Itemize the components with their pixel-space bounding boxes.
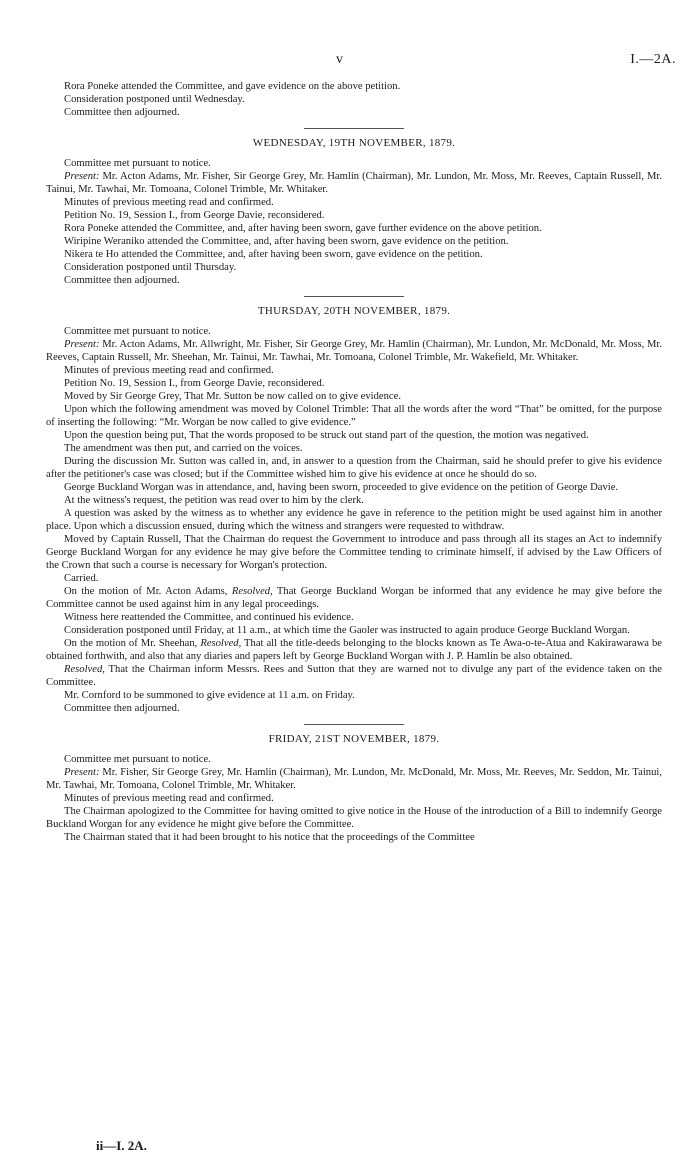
paragraph-text: That all the title-deeds belonging to the blocks known as Te Awa-o-te-Atua and Kakirawarawa be obtained forthwith, and also that any diaries and papers left by George Buckland Worgan with J. P. Hamlin be also obtained. [46, 638, 662, 662]
minutes-paragraph [46, 585, 662, 611]
document-body [46, 80, 662, 844]
paragraph-text: Petition No. 19, Session I., from George Davie, reconsidered. [64, 378, 325, 389]
minutes-paragraph [46, 274, 662, 287]
paragraph-text: Mr. Cornford to be summoned to give evidence at 11 a.m. on Friday. [64, 690, 355, 701]
paragraph-text: Committee then adjourned. [64, 107, 180, 118]
minutes-paragraph [46, 157, 662, 170]
minutes-paragraph [46, 442, 662, 455]
page-header [0, 52, 700, 72]
minutes-paragraph [46, 196, 662, 209]
paragraph-prefix: On the motion of Mr. Sheehan, [64, 638, 201, 649]
paragraph-text: The Chairman apologized to the Committee for having omitted to give notice in the House of the introduction of a Bill to indemnify George Buckland Worgan for any evidence he might give before the Committee. [46, 806, 662, 830]
minutes-paragraph [46, 403, 662, 429]
minutes-paragraph [46, 805, 662, 831]
minutes-paragraph [46, 429, 662, 442]
minutes-paragraph [46, 624, 662, 637]
minutes-paragraph [46, 80, 662, 93]
minutes-paragraph [46, 702, 662, 715]
minutes-paragraph [46, 235, 662, 248]
minutes-paragraph [46, 390, 662, 403]
paragraph-text: Carried. [64, 573, 99, 584]
document-reference: I.—2A. [630, 52, 676, 67]
section-divider [304, 296, 404, 297]
italic-lead: Present: [64, 171, 100, 182]
paragraph-text: Committee then adjourned. [64, 275, 180, 286]
paragraph-text: Committee met pursuant to notice. [64, 326, 211, 337]
paragraph-text: Mr. Fisher, Sir George Grey, Mr. Hamlin (Chairman), Mr. Lundon, Mr. McDonald, Mr. Moss, Mr. Reeves, Mr. Seddon, Mr. Tainui, Mr. Tawhai, Mr. Tomoana, Colonel Trimble, Mr. Whitaker. [46, 767, 662, 791]
minutes-paragraph [46, 455, 662, 481]
minutes-paragraph [46, 338, 662, 364]
minutes-paragraph [46, 766, 662, 792]
paragraph-text: Mr. Acton Adams, Mr. Fisher, Sir George Grey, Mr. Hamlin (Chairman), Mr. Lundon, Mr. Moss, Mr. Reeves, Captain Russell, Mr. Tainui, Mr. Tawhai, Mr. Tomoana, Colonel Trimble, Mr. Whitaker. [46, 171, 662, 195]
section-divider [304, 128, 404, 129]
minutes-paragraph [46, 637, 662, 663]
paragraph-text: Committee then adjourned. [64, 703, 180, 714]
minutes-paragraph [46, 222, 662, 235]
paragraph-text: Wiripine Weraniko attended the Committee, and, after having been sworn, gave evidence on the petition. [64, 236, 509, 247]
minutes-paragraph [46, 377, 662, 390]
paragraph-text: Consideration postponed until Wednesday. [64, 94, 245, 105]
paragraph-text: Upon which the following amendment was moved by Colonel Trimble: That all the words after the word “That” be omitted, for the purpose of inserting the following: “Mr. Worgan be now called to give evidence.” [46, 404, 662, 428]
minutes-paragraph [46, 494, 662, 507]
minutes-paragraph [46, 689, 662, 702]
paragraph-text: Rora Poneke attended the Committee, and gave evidence on the above petition. [64, 81, 401, 92]
paragraph-text: That George Buckland Worgan be informed that any evidence he may give before the Committee cannot be used against him in any legal proceedings. [46, 586, 662, 610]
paragraph-text: Upon the question being put, That the words proposed to be struck out stand part of the question, the motion was negatived. [64, 430, 589, 441]
minutes-paragraph [46, 507, 662, 533]
paragraph-text: Moved by Sir George Grey, That Mr. Sutton be now called on to give evidence. [64, 391, 401, 402]
minutes-paragraph [46, 209, 662, 222]
paragraph-text: Petition No. 19, Session I., from George Davie, reconsidered. [64, 210, 325, 221]
minutes-paragraph [46, 481, 662, 494]
paragraph-text: Minutes of previous meeting read and confirmed. [64, 197, 274, 208]
paragraph-text: Committee met pursuant to notice. [64, 754, 211, 765]
paragraph-text: Committee met pursuant to notice. [64, 158, 211, 169]
italic-lead: Resolved, [231, 586, 273, 597]
italic-lead: Present: [64, 339, 100, 350]
paragraph-text: Rora Poneke attended the Committee, and, after having been sworn, gave further evidence on the above petition. [64, 223, 542, 234]
minutes-paragraph [46, 831, 662, 844]
minutes-paragraph [46, 753, 662, 766]
paragraph-text: During the discussion Mr. Sutton was called in, and, in answer to a question from the Chairman, said he should prefer to give his evidence after the petitioner's case was closed; but if the Committee wished him to give his evidence at once he should do so. [46, 456, 662, 480]
minutes-paragraph [46, 663, 662, 689]
minutes-paragraph [46, 93, 662, 106]
paragraph-prefix: On the motion of Mr. Acton Adams, [64, 586, 232, 597]
paragraph-text: Minutes of previous meeting read and confirmed. [64, 365, 274, 376]
paragraph-text: The amendment was then put, and carried on the voices. [64, 443, 303, 454]
minutes-paragraph [46, 572, 662, 585]
paragraph-text: Minutes of previous meeting read and confirmed. [64, 793, 274, 804]
paragraph-text: That the Chairman inform Messrs. Rees and Sutton that they are warned not to divulge any part of the evidence taken on the Committee. [46, 664, 662, 688]
minutes-paragraph [46, 325, 662, 338]
minutes-paragraph [46, 106, 662, 119]
paragraph-text: Witness here reattended the Committee, and continued his evidence. [64, 612, 354, 623]
minutes-paragraph [46, 261, 662, 274]
minutes-paragraph [46, 364, 662, 377]
italic-lead: Resolved, [64, 664, 105, 675]
paragraph-text: At the witness's request, the petition was read over to him by the clerk. [64, 495, 364, 506]
date-heading: WEDNESDAY, 19TH NOVEMBER, 1879. [252, 137, 456, 149]
paragraph-text: A question was asked by the witness as to whether any evidence he gave in reference to the petition might be used against him in another place. Upon which a discussion ensued, during which the witness and strangers were requested to withdraw. [46, 508, 662, 532]
printer-signature: ii—I. 2A. [96, 1138, 147, 1153]
minutes-paragraph [46, 533, 662, 572]
minutes-paragraph [46, 611, 662, 624]
paragraph-text: Consideration postponed until Thursday. [64, 262, 237, 273]
date-heading: THURSDAY, 20TH NOVEMBER, 1879. [257, 305, 451, 317]
paragraph-text: Moved by Captain Russell, That the Chairman do request the Government to introduce and pass through all its stages an Act to indemnify George Buckland Worgan for any evidence he may give before the Committee tending to criminate himself, if advised by the Law Officers of the Crown that such a course is necessary for Worgan's protection. [46, 534, 662, 571]
paragraph-text: The Chairman stated that it had been brought to his notice that the proceedings of the Committee [64, 832, 475, 843]
paragraph-text: Nikera te Ho attended the Committee, and, after having been sworn, gave evidence on the petition. [64, 249, 483, 260]
date-heading: FRIDAY, 21ST NOVEMBER, 1879. [268, 733, 440, 745]
section-divider [304, 724, 404, 725]
page-number: v [336, 52, 343, 67]
paragraph-text: Consideration postponed until Friday, at 11 a.m., at which time the Gaoler was instructed to again produce George Buckland Worgan. [64, 625, 630, 636]
minutes-paragraph [46, 248, 662, 261]
paragraph-text: Mr. Acton Adams, Mr. Allwright, Mr. Fisher, Sir George Grey, Mr. Hamlin (Chairman), Mr. Lundon, Mr. McDonald, Mr. Moss, Mr. Reeves, Captain Russell, Mr. Sheehan, Mr. Tainui, Mr. Tawhai, Mr. Tomoana, Colonel Trimble, Mr. Wakefield, Mr. Whitaker. [46, 339, 662, 363]
minutes-paragraph [46, 792, 662, 805]
italic-lead: Resolved, [200, 638, 242, 649]
paragraph-text: George Buckland Worgan was in attendance, and, having been sworn, proceeded to give evidence on the petition of George Davie. [64, 482, 619, 493]
minutes-paragraph [46, 170, 662, 196]
italic-lead: Present: [64, 767, 100, 778]
